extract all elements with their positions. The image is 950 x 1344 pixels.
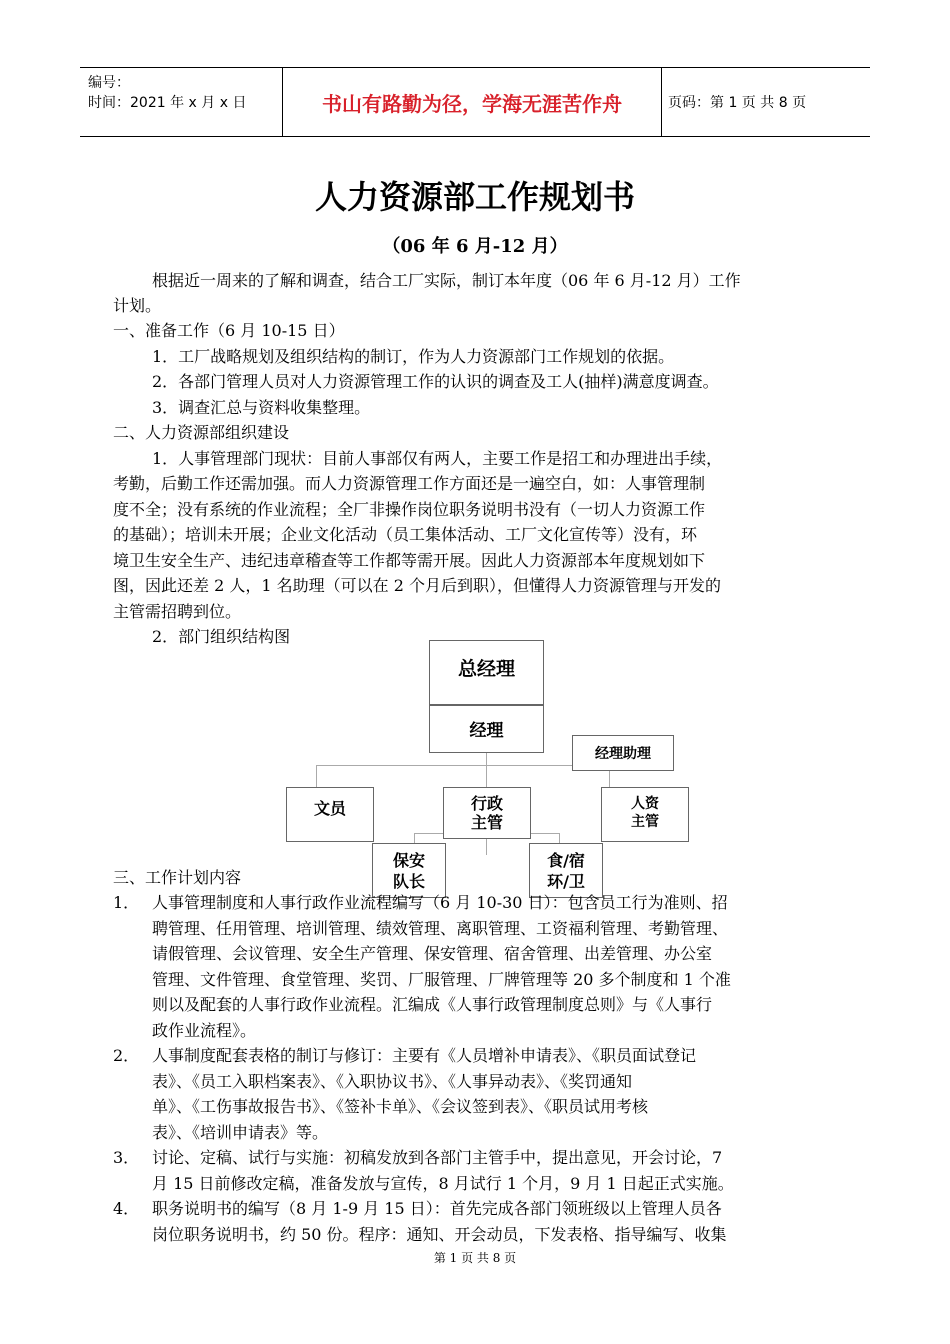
section3-item-line: 政作业流程》。: [152, 1021, 257, 1040]
org-chart-label: 2．部门组织结构图: [152, 627, 291, 646]
section3-item-line: 表》、《员工入职档案表》、《入职协议书》、《人事异动表》、《奖罚通知: [152, 1072, 633, 1091]
section3-item-line: 岗位职务说明书，约 50 份。程序：通知、开会动员，下发表格、指导编写、收集: [152, 1225, 727, 1244]
section3-item-line: 单》、《工伤事故报告书》、《签补卡单》、《会议签到表》、《职员试用考核: [152, 1097, 649, 1116]
section1-item: 1．工厂战略规划及组织结构的制订，作为人力资源部门工作规划的依据。: [152, 347, 675, 366]
section1-item: 2．各部门管理人员对人力资源管理工作的认识的调查及工人(抽样)满意度调查。: [152, 372, 719, 391]
intro-line-1: 根据近一周来的了解和调查，结合工厂实际，制订本年度（06 年 6 月-12 月）工作: [152, 271, 741, 290]
page-footer: 第 1 页 共 8 页: [433, 1251, 517, 1265]
document-title: 人力资源部工作规划书: [314, 178, 635, 216]
section1-heading: 一、准备工作（6 月 10-15 日）: [113, 321, 345, 340]
intro-line-2: 计划。: [113, 296, 162, 315]
org-box-admin-supervisor: [443, 787, 531, 839]
page-header: [80, 67, 870, 137]
section2-para-line: 境卫生安全生产、违纪违章稽查等工作都等需开展。因此人力资源部本年度规划如下: [113, 551, 706, 570]
org-connector-clerk: [316, 765, 317, 787]
section3-item-line: 请假管理、会议管理、安全生产管理、保安管理、宿舍管理、出差管理、办公室: [152, 944, 713, 963]
org-box-food-line: 环/卫: [547, 872, 585, 891]
org-box-hr-line: 主管: [631, 814, 659, 830]
section1-item: 3．调查汇总与资料收集整理。: [152, 398, 371, 417]
section3-item-number: 3．: [113, 1148, 140, 1167]
section2-para-line: 的基础）；培训未开展；企业文化活动（员工集体活动、工厂文化宣传等）没有，环: [113, 525, 698, 544]
section3-item-line: 月 15 日前修改定稿，准备发放与宣传，8 月试行 1 个月，9 月 1 日起正式实施。: [152, 1174, 734, 1193]
section3-item-line: 人事管理制度和人事行政作业流程编写（6 月 10-30 日）：包含员工行为准则、招: [152, 893, 728, 912]
org-box-security-line: 队长: [392, 872, 425, 891]
org-box-assistant: 经理助理: [572, 735, 674, 771]
section2-para-line: 1．人事管理部门现状：目前人事部仅有两人，主要工作是招工和办理进出手续，: [152, 449, 723, 468]
org-box-security-line: 保安: [392, 851, 425, 870]
section3-item-line: 表》、《培训申请表》等。: [152, 1123, 329, 1142]
org-box-hr-line: 人资: [631, 796, 659, 812]
section2-para-line: 主管需招聘到位。: [113, 602, 242, 621]
section2-para-line: 度不全；没有系统的作业流程；全厂非操作岗位职务说明书没有（一切人力资源工作: [113, 500, 706, 519]
org-chart: [280, 635, 700, 891]
header-left: [88, 68, 278, 141]
section3-item-line: 讨论、定稿、试行与实施：初稿发放到各部门主管手中，提出意见，开会讨论，7: [152, 1148, 723, 1167]
org-box-admin-line: 行政: [470, 794, 503, 813]
org-box-hr-supervisor: [601, 787, 689, 842]
section3-item-line: 人事制度配套表格的制订与修订：主要有《人员增补申请表》、《职员面试登记: [152, 1046, 697, 1065]
section3-item-line: 则以及配套的人事行政作业流程。汇编成《人事行政管理制度总则》与《人事行: [152, 995, 713, 1014]
section3-item-line: 聘管理、任用管理、培训管理、绩效管理、离职管理、工资福利管理、考勤管理、: [152, 919, 729, 938]
section3-item-line: 管理、文件管理、食堂管理、奖罚、厂服管理、厂牌管理等 20 多个制度和 1 个准: [152, 970, 731, 989]
header-motto: 书山有路勤为径，学海无涯苦作舟: [282, 68, 662, 136]
org-box-general-manager: 总经理: [429, 640, 544, 705]
header-page-number: 页码：第 1 页 共 8 页: [668, 95, 807, 111]
section3-heading: 三、工作计划内容: [113, 868, 242, 887]
section2-heading: 二、人力资源部组织建设: [113, 423, 290, 442]
document-date: 时间：2021 年 x 月 x 日: [88, 95, 247, 111]
section2-para-line: 图，因此还差 2 人，1 名助理（可以在 2 个月后到职），但懂得人力资源管理与开发的: [113, 576, 721, 595]
org-connector-horizontal: [316, 765, 609, 766]
org-box-admin-line: 主管: [470, 813, 503, 832]
section3-item-line: 职务说明书的编写（8 月 1-9 月 15 日）：首先完成各部门领班级以上管理人员各: [152, 1199, 722, 1218]
section2-para-line: 考勤，后勤工作还需加强。而人力资源管理工作方面还是一遍空白，如：人事管理制: [113, 474, 706, 493]
org-box-manager: 经理: [429, 705, 544, 753]
section3-item-number: 1．: [113, 893, 140, 912]
document-subtitle: （06 年 6 月-12 月）: [382, 236, 568, 257]
document-number: 编号：: [88, 75, 130, 91]
org-box-clerk: 文员: [286, 787, 374, 842]
section3-item-number: 4．: [113, 1199, 140, 1218]
section3-item-number: 2．: [113, 1046, 140, 1065]
org-box-food-line: 食/宿: [547, 851, 585, 870]
